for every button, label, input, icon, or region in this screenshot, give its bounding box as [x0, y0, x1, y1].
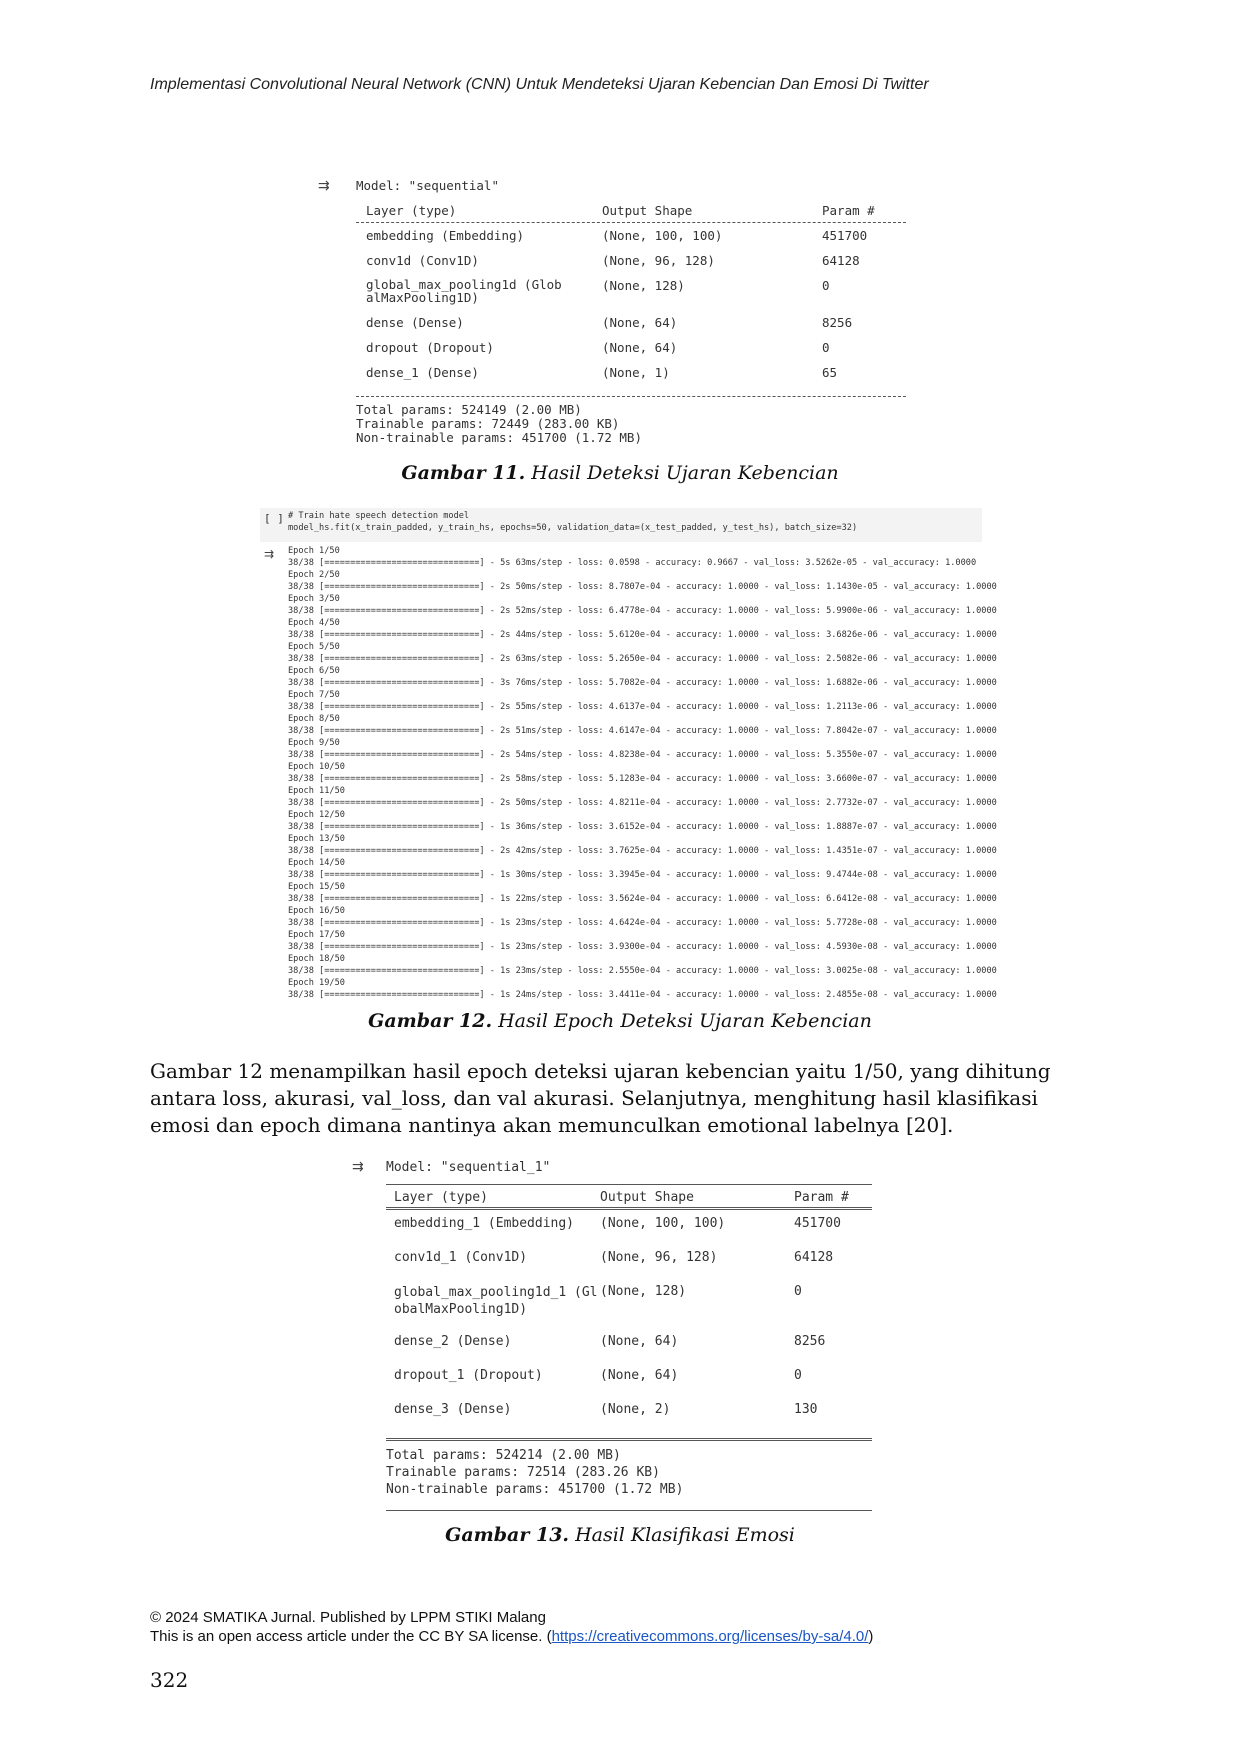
layer-name: dense_1 (Dense)	[366, 365, 479, 380]
layer-param: 451700	[822, 228, 868, 243]
layer-shape: (None, 64)	[602, 340, 678, 355]
epoch-header: Epoch 10/50	[288, 762, 345, 772]
epoch-header: Epoch 14/50	[288, 858, 345, 868]
epoch-progress: 38/38 [==============================] - 2s 58ms/step - loss: 5.1283e-04 - accuracy: 1.0000 - val_loss: 3.6600e-07 - val_accuracy: 1.0000	[288, 774, 997, 784]
running-head: Implementasi Convolutional Neural Network (CNN) Untuk Mendeteksi Ujaran Kebencian Dan Emosi Di Twitter	[150, 76, 929, 93]
epoch-progress: 38/38 [==============================] - 2s 44ms/step - loss: 5.6120e-04 - accuracy: 1.0000 - val_loss: 3.6826e-06 - val_accuracy: 1.0000	[288, 630, 997, 640]
epoch-header: Epoch 19/50	[288, 978, 345, 988]
epoch-progress: 38/38 [==============================] - 3s 76ms/step - loss: 5.7082e-04 - accuracy: 1.0000 - val_loss: 1.6882e-06 - val_accuracy: 1.0000	[288, 678, 997, 688]
layer-param: 0	[822, 278, 830, 293]
layer-param: 64128	[822, 253, 860, 268]
caption-text: Hasil Deteksi Ujaran Kebencian	[525, 462, 839, 484]
cell-run-bracket[interactable]: [ ]	[264, 512, 284, 525]
figure-12-caption	[0, 1010, 1240, 1032]
divider	[386, 1438, 872, 1441]
layer-param: 8256	[794, 1334, 826, 1349]
header-output-shape: Output Shape	[602, 203, 693, 218]
cell-output-icon[interactable]: ⇉	[264, 547, 275, 561]
epoch-progress: 38/38 [==============================] - 1s 23ms/step - loss: 4.6424e-04 - accuracy: 1.0000 - val_loss: 5.7728e-08 - val_accuracy: 1.0000	[288, 918, 997, 928]
header-param: Param #	[794, 1190, 849, 1205]
caption-label: Gambar 13.	[445, 1524, 570, 1546]
layer-name: global_max_pooling1d (Glob alMaxPooling1D)	[366, 277, 562, 305]
layer-shape: (None, 100, 100)	[602, 228, 723, 243]
caption-text: Hasil Epoch Deteksi Ujaran Kebencian	[492, 1010, 872, 1032]
license-line	[150, 1628, 873, 1645]
epoch-header: Epoch 18/50	[288, 954, 345, 964]
layer-shape: (None, 64)	[600, 1334, 679, 1349]
epoch-progress: 38/38 [==============================] - 2s 55ms/step - loss: 4.6137e-04 - accuracy: 1.0000 - val_loss: 1.2113e-06 - val_accuracy: 1.0000	[288, 702, 997, 712]
figure-11-caption	[0, 462, 1240, 484]
epoch-progress: 38/38 [==============================] - 2s 50ms/step - loss: 4.8211e-04 - accuracy: 1.0000 - val_loss: 2.7732e-07 - val_accuracy: 1.0000	[288, 798, 997, 808]
epoch-progress: 38/38 [==============================] - 1s 24ms/step - loss: 3.4411e-04 - accuracy: 1.0000 - val_loss: 2.4855e-08 - val_accuracy: 1.0000	[288, 990, 997, 1000]
layer-shape: (None, 128)	[602, 278, 685, 293]
epoch-progress: 38/38 [==============================] - 2s 51ms/step - loss: 4.6147e-04 - accuracy: 1.0000 - val_loss: 7.8042e-07 - val_accuracy: 1.0000	[288, 726, 997, 736]
header-output-shape: Output Shape	[600, 1190, 694, 1205]
layer-name: dropout_1 (Dropout)	[394, 1368, 543, 1383]
epoch-header: Epoch 13/50	[288, 834, 345, 844]
epoch-header: Epoch 16/50	[288, 906, 345, 916]
epoch-header: Epoch 9/50	[288, 738, 340, 748]
license-link[interactable]: https://creativecommons.org/licenses/by-sa/4.0/	[551, 1628, 869, 1645]
caption-text: Hasil Klasifikasi Emosi	[569, 1524, 795, 1546]
total-params: Total params: 524214 (2.00 MB)	[386, 1448, 621, 1463]
layer-param: 451700	[794, 1216, 841, 1231]
layer-name: global_max_pooling1d_1 (Gl obalMaxPooling1D)	[394, 1285, 598, 1317]
divider	[386, 1510, 872, 1511]
layer-name: conv1d (Conv1D)	[366, 253, 479, 268]
epoch-progress: 38/38 [==============================] - 2s 42ms/step - loss: 3.7625e-04 - accuracy: 1.0000 - val_loss: 1.4351e-07 - val_accuracy: 1.0000	[288, 846, 997, 856]
layer-shape: (None, 1)	[602, 365, 670, 380]
layer-shape: (None, 64)	[602, 315, 678, 330]
epoch-header: Epoch 5/50	[288, 642, 340, 652]
layer-param: 65	[822, 365, 838, 380]
divider	[356, 222, 906, 223]
layer-name: dense_2 (Dense)	[394, 1334, 512, 1349]
epoch-header: Epoch 8/50	[288, 714, 340, 724]
epoch-header: Epoch 11/50	[288, 786, 345, 796]
epoch-progress: 38/38 [==============================] - 1s 36ms/step - loss: 3.6152e-04 - accuracy: 1.0000 - val_loss: 1.8887e-07 - val_accuracy: 1.0000	[288, 822, 997, 832]
epoch-progress: 38/38 [==============================] - 1s 22ms/step - loss: 3.5624e-04 - accuracy: 1.0000 - val_loss: 6.6412e-08 - val_accuracy: 1.0000	[288, 894, 997, 904]
cell-output-icon[interactable]: ⇉	[352, 1159, 364, 1175]
header-layer: Layer (type)	[366, 203, 457, 218]
layer-name: dropout (Dropout)	[366, 340, 494, 355]
layer-shape: (None, 96, 128)	[602, 253, 715, 268]
layer-param: 130	[794, 1402, 818, 1417]
model-title: Model: "sequential"	[356, 178, 499, 193]
epoch-progress: 38/38 [==============================] - 5s 63ms/step - loss: 0.0598 - accuracy: 0.9667 - val_loss: 3.5262e-05 - val_accuracy: 1.0000	[288, 558, 977, 568]
divider	[356, 396, 906, 397]
layer-shape: (None, 96, 128)	[600, 1250, 718, 1265]
caption-label: Gambar 12.	[368, 1010, 493, 1032]
figure-13-caption	[0, 1524, 1240, 1546]
epoch-header: Epoch 2/50	[288, 570, 340, 580]
body-paragraph: Gambar 12 menampilkan hasil epoch deteksi ujaran kebencian yaitu 1/50, yang dihitung antara loss, akurasi, val_loss, dan val akurasi. Selanjutnya, menghitung hasil klasifikasi emosi dan epoch dimana nantinya akan memunculkan emotional labelnya [20].	[150, 1059, 1051, 1137]
layer-name: conv1d_1 (Conv1D)	[394, 1250, 528, 1265]
layer-shape: (None, 100, 100)	[600, 1216, 726, 1231]
trainable-params: Trainable params: 72514 (283.26 KB)	[386, 1465, 660, 1480]
layer-name: embedding_1 (Embedding)	[394, 1216, 575, 1231]
epoch-header: Epoch 17/50	[288, 930, 345, 940]
divider	[386, 1184, 872, 1185]
header-layer: Layer (type)	[394, 1190, 488, 1205]
divider	[386, 1207, 872, 1210]
model-title: Model: "sequential_1"	[386, 1160, 551, 1175]
epoch-progress: 38/38 [==============================] - 2s 54ms/step - loss: 4.8238e-04 - accuracy: 1.0000 - val_loss: 5.3550e-07 - val_accuracy: 1.0000	[288, 750, 997, 760]
total-params: Total params: 524149 (2.00 MB)	[356, 402, 582, 417]
non-trainable-params: Non-trainable params: 451700 (1.72 MB)	[356, 430, 642, 445]
epoch-header: Epoch 12/50	[288, 810, 345, 820]
license-prefix: This is an open access article under the CC BY SA license. (	[150, 1628, 552, 1645]
cell-output-icon[interactable]: ⇉	[318, 178, 330, 194]
epoch-progress: 38/38 [==============================] - 2s 50ms/step - loss: 8.7807e-04 - accuracy: 1.0000 - val_loss: 1.1430e-05 - val_accuracy: 1.0000	[288, 582, 997, 592]
layer-param: 8256	[822, 315, 853, 330]
code-comment: # Train hate speech detection model	[288, 511, 470, 521]
layer-param: 0	[822, 340, 830, 355]
layer-param: 64128	[794, 1250, 834, 1265]
trainable-params: Trainable params: 72449 (283.00 KB)	[356, 416, 620, 431]
epoch-progress: 38/38 [==============================] - 1s 23ms/step - loss: 2.5550e-04 - accuracy: 1.0000 - val_loss: 3.0025e-08 - val_accuracy: 1.0000	[288, 966, 997, 976]
epoch-progress: 38/38 [==============================] - 2s 63ms/step - loss: 5.2650e-04 - accuracy: 1.0000 - val_loss: 2.5082e-06 - val_accuracy: 1.0000	[288, 654, 997, 664]
layer-param: 0	[794, 1284, 802, 1299]
copyright: © 2024 SMATIKA Jurnal. Published by LPPM STIKI Malang	[150, 1609, 546, 1626]
layer-shape: (None, 128)	[600, 1284, 687, 1299]
page-number: 322	[150, 1668, 189, 1692]
epoch-header: Epoch 6/50	[288, 666, 340, 676]
epoch-header: Epoch 3/50	[288, 594, 340, 604]
header-param: Param #	[822, 203, 875, 218]
layer-shape: (None, 64)	[600, 1368, 679, 1383]
epoch-header: Epoch 7/50	[288, 690, 340, 700]
epoch-progress: 38/38 [==============================] - 1s 23ms/step - loss: 3.9300e-04 - accuracy: 1.0000 - val_loss: 4.5930e-08 - val_accuracy: 1.0000	[288, 942, 997, 952]
epoch-progress: 38/38 [==============================] - 2s 52ms/step - loss: 6.4778e-04 - accuracy: 1.0000 - val_loss: 5.9900e-06 - val_accuracy: 1.0000	[288, 606, 997, 616]
caption-label: Gambar 11.	[401, 462, 526, 484]
layer-param: 0	[794, 1368, 802, 1383]
epoch-header: Epoch 4/50	[288, 618, 340, 628]
non-trainable-params: Non-trainable params: 451700 (1.72 MB)	[386, 1482, 684, 1497]
layer-name: dense_3 (Dense)	[394, 1402, 512, 1417]
code-statement: model_hs.fit(x_train_padded, y_train_hs, epochs=50, validation_data=(x_test_padded, y_test_hs), batch_size=32)	[288, 523, 858, 533]
layer-name: dense (Dense)	[366, 315, 464, 330]
license-suffix: )	[868, 1628, 874, 1645]
epoch-header: Epoch 1/50	[288, 546, 340, 556]
epoch-progress: 38/38 [==============================] - 1s 30ms/step - loss: 3.3945e-04 - accuracy: 1.0000 - val_loss: 9.4744e-08 - val_accuracy: 1.0000	[288, 870, 997, 880]
layer-name: embedding (Embedding)	[366, 228, 525, 243]
layer-shape: (None, 2)	[600, 1402, 671, 1417]
epoch-header: Epoch 15/50	[288, 882, 345, 892]
